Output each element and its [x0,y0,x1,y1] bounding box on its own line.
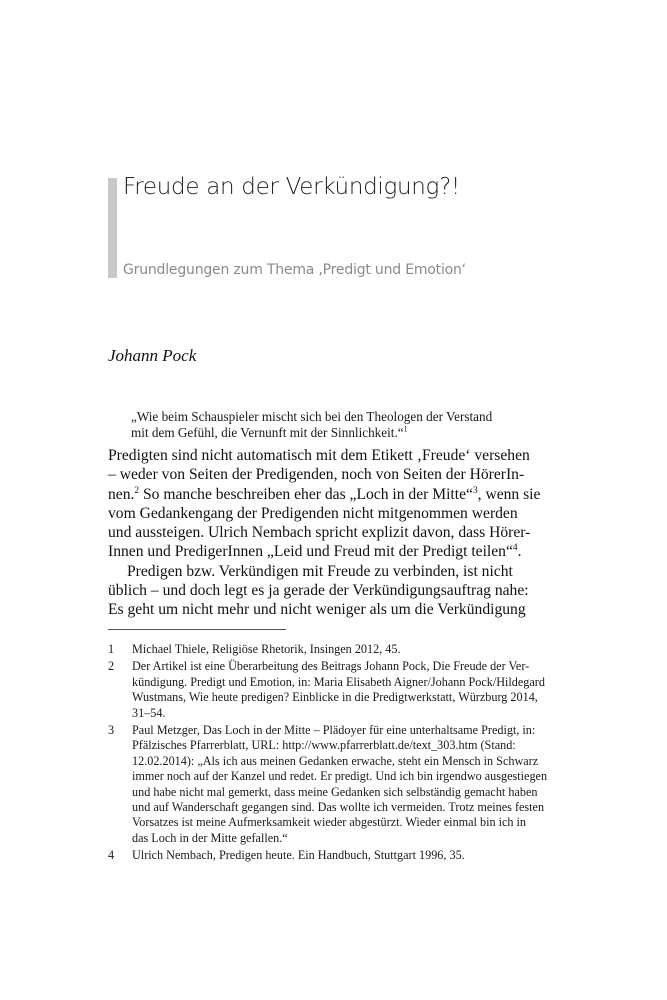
footnote [108,848,558,863]
body-line: Es geht um nicht mehr und nicht weniger als um die Verkündigung [108,601,526,619]
footnote-line: 31–54. [132,705,166,720]
footnote-number: 2 [108,659,115,674]
body-line: Predigen bzw. Verkündigen mit Freude zu verbinden, ist nicht [127,562,513,580]
epigraph [131,409,551,441]
footnote-line: das Loch in der Mitte gefallen.“ [132,830,288,845]
footnote-ref: 2 [134,485,140,496]
chapter-subtitle: Grundlegungen zum Thema ‚Predigt und Emotion‘ [123,262,466,278]
footnote-number: 4 [108,848,115,863]
body-line: nen.$^2$ So manche beschreiben eher das „Loch in der Mitte“$^3$, wenn sie [108,485,541,503]
footnote-ref: 4 [512,543,518,554]
body-line: Innen und PredigerInnen „Leid und Freud mit der Predigt teilen“$^4$. [108,543,522,561]
epigraph-line: „Wie beim Schauspieler mischt sich bei den Theologen der Verstand [131,409,493,424]
body-line: Predigten sind nicht automatisch mit dem Etikett ‚Freude‘ versehen [108,447,530,464]
footnote-line: Ulrich Nembach, Predigen heute. Ein Handbuch, Stuttgart 1996, 35. [132,848,465,863]
title-accent-bar [108,178,117,278]
footnote-line: und auf Wanderschaft gegangen sind. Das wollte ich vermeiden. Trotz meines festen [132,800,545,815]
footnote-ref: 3 [472,485,478,496]
footnote-line: Der Artikel ist eine Überarbeitung des Beitrags Johann Pock, Die Freude der Ver- [132,659,530,674]
body-line: und aussteigen. Ulrich Nembach spricht explizit davon, dass Hörer- [108,524,531,542]
body-text [108,446,555,620]
footnote-line: Vorsatzes ist meine Aufmerksamkeit wieder abgestürzt. Wieder einmal bin ich in [132,815,527,830]
footnote-line: 12.02.2014): „Als ich aus meinen Gedanken erwache, steht ein Mensch in Schwarz [132,753,539,768]
chapter-title: Freude an der Verkündigung?! [123,174,460,200]
footnote [108,642,558,657]
footnote-number: 1 [108,642,115,656]
footnote-line: Wustmans, Wie heute predigen? Einblicke in die Predigtwerkstatt, Würzburg 2014, [132,690,538,705]
footnote-line: Pfälzisches Pfarrerblatt, URL: http://www.pfarrerblatt.de/text_303.htm (Stand: [132,738,516,753]
body-line: vom Gedankengang der Predigenden nicht mitgenommen werden [108,504,518,522]
body-line: – weder von Seiten der Predigenden, noch von Seiten der HörerIn- [108,466,525,484]
footnote-line: kündigung. Predigt und Emotion, in: Maria Elisabeth Aigner/Johann Pock/Hildegard [132,674,545,689]
footnote-line: Michael Thiele, Religiöse Rhetorik, Insingen 2012, 45. [132,642,401,656]
footnote-line: Paul Metzger, Das Loch in der Mitte – Plädoyer für eine unterhaltsame Predigt, in: [132,723,536,738]
footnotes [108,642,558,866]
author-name: Johann Pock [108,346,197,365]
footnote-line: und habe nicht mal gemerkt, dass meine Gedanken sich selbständig gemacht haben [132,784,538,799]
body-line: üblich – und doch legt es ja gerade der Verkündigungsauftrag nahe: [108,582,529,600]
footnote [108,723,558,846]
footnote [108,659,558,721]
footnote-divider [108,629,286,630]
footnote-number: 3 [108,723,115,738]
footnote-ref: 1 [403,424,408,434]
footnote-line: immer noch auf der Kanzel und redet. Er predigt. Und ich bin irgendwo ausgestiegen [132,769,548,784]
epigraph-line: mit dem Gefühl, die Vernunft mit der Sinnlichkeit.“$^1$ [131,424,408,440]
